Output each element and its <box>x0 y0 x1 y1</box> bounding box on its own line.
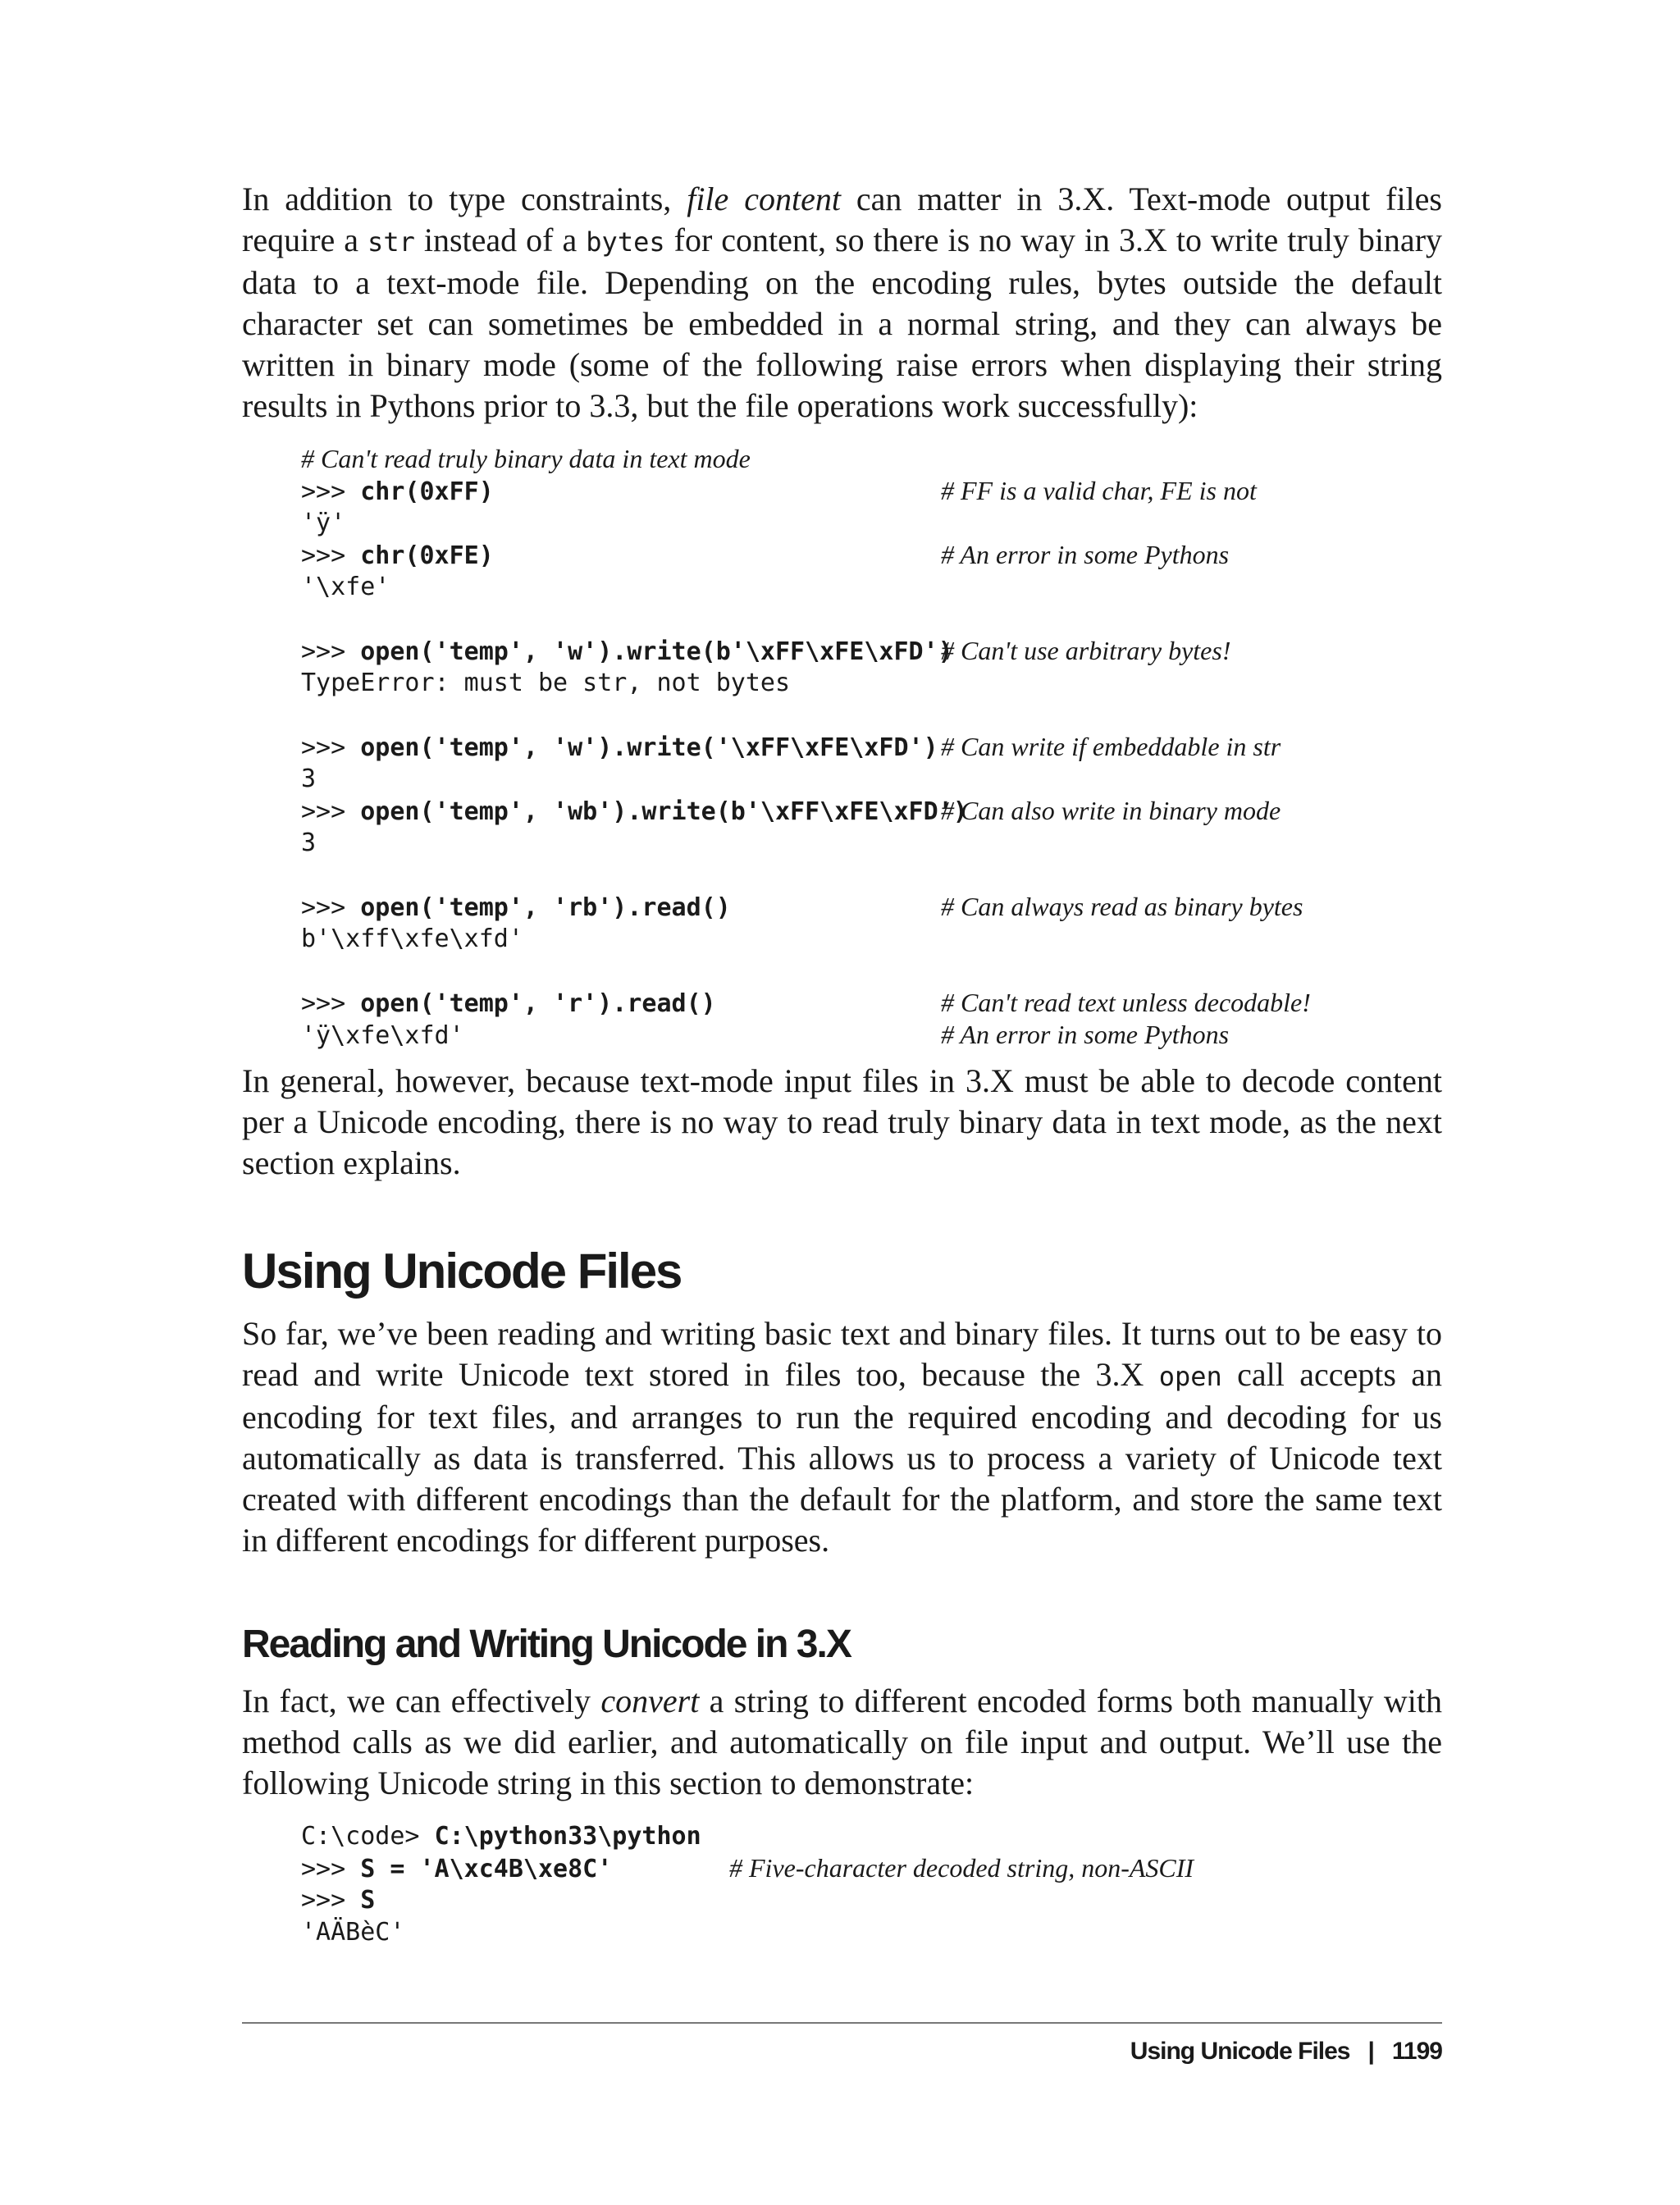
code-statement <box>301 796 968 828</box>
code-statement <box>301 667 790 699</box>
page-number: 1199 <box>1391 2038 1442 2065</box>
code-line <box>301 699 1442 731</box>
code-command: chr(0xFE) <box>360 541 494 570</box>
code-statement <box>301 1020 941 1052</box>
code-statement <box>301 636 953 668</box>
intro-text-3: instead of a <box>414 221 587 258</box>
code-block-binary-files <box>242 443 1442 1051</box>
code-line <box>301 475 1442 507</box>
code-prompt: >>> <box>301 1886 361 1915</box>
code-comment: # Can't use arbitrary bytes! <box>941 636 1231 665</box>
code-line <box>301 891 1442 923</box>
code-line <box>301 859 1442 891</box>
code-statement <box>301 1853 729 1885</box>
code-line <box>301 1916 1442 1948</box>
code-comment: # An error in some Pythons <box>941 540 1230 569</box>
code-statement <box>301 1820 701 1852</box>
code-line <box>301 795 1442 827</box>
code-line <box>301 923 1442 955</box>
intro-text-4: for content, so there is no way in 3.X to write truly binary data to a text-mode file. Depending on the encoding rules, bytes outside the default character set can sometimes be embedded in a normal string, and they can always be written in binary mode (some of the following raise errors when displaying their string results in Pythons prior to 3.3, but the file operations work successfully): <box>242 221 1443 424</box>
footer-divider <box>242 2022 1442 2024</box>
section-paragraph <box>242 1313 1442 1561</box>
code-command: S = 'A\xc4B\xe8C' <box>360 1855 613 1883</box>
code-comment: # Can always read as binary bytes <box>941 892 1303 921</box>
code-comment: # An error in some Pythons <box>941 1020 1230 1049</box>
code-output: 3 <box>301 765 317 793</box>
code-output: b'\xff\xfe\xfd' <box>301 924 523 953</box>
inline-code-str: str <box>368 226 415 258</box>
code-command: C:\python33\python <box>434 1822 701 1851</box>
code-statement <box>301 1884 375 1916</box>
code-comment: # Can't read truly binary data in text mode <box>301 444 751 473</box>
code-line <box>301 731 1442 763</box>
section-text-1: So far, we’ve been reading and writing basic text and binary files. It turns out to be easy to read and write Unicode text stored in files too, because the 3.X <box>242 1315 1442 1393</box>
code-output: 'ÿ\xfe\xfd' <box>301 1021 464 1050</box>
inline-code-open: open <box>1158 1361 1222 1392</box>
code-prompt: >>> <box>301 541 361 570</box>
section-heading: Using Unicode Files <box>242 1244 682 1299</box>
intro-paragraph <box>242 179 1442 427</box>
code-line <box>301 603 1442 635</box>
inline-code-bytes: bytes <box>586 226 665 258</box>
code-comment: # FF is a valid char, FE is not <box>941 476 1257 505</box>
code-line <box>301 1852 1442 1884</box>
footer-section-title: Using Unicode Files <box>1130 2038 1350 2065</box>
code-comment: # Five-character decoded string, non-ASCII <box>729 1853 1194 1883</box>
code-statement <box>301 540 941 572</box>
code-statement <box>301 988 941 1020</box>
code-output: TypeError: must be str, not bytes <box>301 669 791 697</box>
general-paragraph: In general, however, because text-mode input files in 3.X must be able to decode content per a Unicode encoding, there is no way to read truly binary data in text mode, as the next section explains. <box>242 1062 1442 1181</box>
code-statement <box>301 732 941 764</box>
code-block-unicode-string <box>242 1820 1442 1948</box>
code-command: open('temp', 'rb').read() <box>360 893 731 922</box>
code-command: open('temp', 'w').write('\xFF\xFE\xFD') <box>360 733 938 762</box>
code-command: chr(0xFF) <box>360 477 494 506</box>
code-prompt: >>> <box>301 733 361 762</box>
code-line <box>301 539 1442 571</box>
code-line <box>301 443 1442 475</box>
code-line <box>301 827 1442 859</box>
subsection-emphasis: convert <box>600 1682 700 1719</box>
code-statement <box>301 763 316 795</box>
code-prompt: >>> <box>301 893 361 922</box>
section-text-2: call accepts an encoding for text files, and arranges to run the required encoding and decoding for us automatically as data is transferred. This allows us to process a variety of Unicode text created with different encodings than the default for the platform, and store the same text in different encodings for different purposes. <box>242 1356 1442 1559</box>
code-prompt: >>> <box>301 1855 361 1883</box>
code-line <box>301 1884 1442 1916</box>
code-prompt: >>> <box>301 637 361 666</box>
code-statement <box>301 827 316 859</box>
intro-text-2: can matter in 3.X. Text-mode output files require a <box>242 180 1442 258</box>
code-prompt: >>> <box>301 477 361 506</box>
code-line <box>301 667 1442 699</box>
intro-emphasis: file content <box>687 180 841 217</box>
code-line <box>301 955 1442 987</box>
intro-text-1: In addition to type constraints, <box>242 180 687 217</box>
code-command: open('temp', 'r').read() <box>360 989 716 1018</box>
page-footer <box>1130 2038 1442 2066</box>
subsection-paragraph <box>242 1681 1442 1804</box>
code-comment: # Can write if embeddable in str <box>941 732 1281 761</box>
code-output: 'ÿ' <box>301 509 346 537</box>
code-prompt: >>> <box>301 989 361 1018</box>
code-line <box>301 1820 1442 1852</box>
subsection-text-2: a string to different encoded forms both manually with method calls as we did earlier, and automatically on file input and output. We’ll use the following Unicode string in this section to demonstrate: <box>242 1682 1443 1801</box>
code-line <box>301 987 1442 1019</box>
code-line <box>301 507 1442 539</box>
code-line <box>301 1019 1442 1051</box>
footer-separator: | <box>1367 2038 1374 2065</box>
code-statement <box>301 507 345 539</box>
code-comment: # Can also write in binary mode <box>941 796 1281 825</box>
subsection-text-1: In fact, we can effectively <box>242 1682 601 1719</box>
code-prompt: C:\code> <box>301 1822 435 1851</box>
page-content <box>242 179 1442 1948</box>
code-command: open('temp', 'w').write(b'\xFF\xFE\xFD') <box>360 637 953 666</box>
subsection-heading: Reading and Writing Unicode in 3.X <box>242 1623 851 1666</box>
code-statement <box>301 923 523 955</box>
code-command: S <box>360 1886 376 1915</box>
code-output: '\xfe' <box>301 573 390 601</box>
code-statement <box>301 476 941 508</box>
code-prompt: >>> <box>301 797 361 826</box>
code-command: open('temp', 'wb').write(b'\xFF\xFE\xFD') <box>360 797 968 826</box>
code-output: 3 <box>301 829 317 857</box>
code-statement <box>301 892 941 924</box>
code-statement <box>301 571 390 603</box>
code-comment: # Can't read text unless decodable! <box>941 988 1311 1017</box>
code-line <box>301 635 1442 667</box>
code-statement <box>301 1916 404 1948</box>
code-output: 'AÄBèC' <box>301 1918 405 1947</box>
code-line <box>301 763 1442 795</box>
code-line <box>301 571 1442 603</box>
